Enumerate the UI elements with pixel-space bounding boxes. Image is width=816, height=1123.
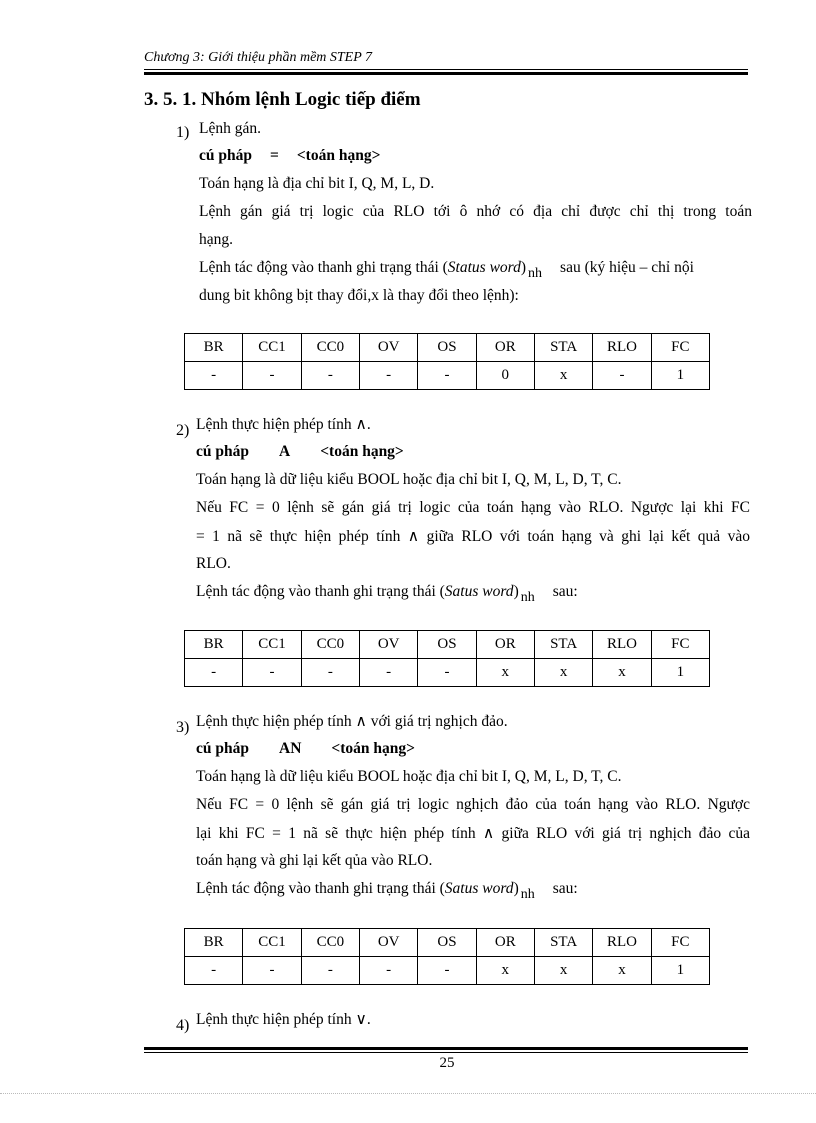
desc-line: Nếu FC = 0 lệnh sẽ gán giá trị logic nghịch đảo của toán hạng vào RLO. Ngược (196, 796, 750, 813)
table-cell: x (476, 659, 534, 687)
status-word-table (184, 630, 710, 687)
col-header: OV (359, 631, 417, 659)
col-header: RLO (593, 631, 651, 659)
table-cell: - (185, 362, 243, 390)
table-cell: - (185, 957, 243, 985)
item-title: Lệnh thực hiện phép tính ∨. (196, 1011, 371, 1028)
col-header: OV (359, 929, 417, 957)
table-cell: - (359, 362, 417, 390)
status-word: Status word (447, 259, 521, 276)
syntax-line (199, 147, 380, 165)
status-tail: sau: (552, 880, 578, 897)
table-cell: x (534, 957, 592, 985)
table-row (185, 362, 710, 390)
col-header: CC0 (301, 631, 359, 659)
desc-line: hạng. (199, 231, 234, 248)
syntax-label: cú pháp (199, 147, 252, 164)
col-header: CC1 (243, 929, 301, 957)
status-sub: nh (520, 887, 535, 902)
col-header: BR (185, 334, 243, 362)
table-cell: x (534, 659, 592, 687)
operand-text: Toán hạng là địa chỉ bit I, Q, M, L, D. (199, 175, 435, 192)
table-cell: x (593, 957, 651, 985)
col-header: STA (534, 631, 592, 659)
status-post: ) (513, 583, 519, 600)
status-line-2: dung bit không bịt thay đổi,x là thay đổi theo lệnh): (199, 287, 519, 304)
col-header: STA (534, 929, 592, 957)
status-word: Satus word (444, 583, 514, 600)
desc-line: Lệnh gán giá trị logic của RLO tới ô nhớ có địa chỉ được chỉ thị trong toán (199, 203, 752, 220)
syntax-operand: <toán hạng> (296, 147, 381, 164)
table-cell: - (301, 957, 359, 985)
col-header: CC1 (243, 334, 301, 362)
desc-line: = 1 nã sẽ thực hiện phép tính ∧ giữa RLO với toán hạng và ghi lại kết quả vào (196, 528, 750, 545)
status-sub: nh (528, 266, 543, 281)
col-header: CC1 (243, 631, 301, 659)
table-cell: - (301, 659, 359, 687)
syntax-op: AN (279, 740, 302, 757)
desc-line: lại khi FC = 1 nã sẽ thực hiện phép tính ∧ giữa RLO với giá trị nghịch đảo của (196, 825, 750, 842)
syntax-line (196, 443, 404, 461)
desc-line: toán hạng và ghi lại kết qủa vào RLO. (196, 852, 433, 869)
section-title: 3. 5. 1. Nhóm lệnh Logic tiếp điểm (144, 89, 421, 110)
col-header: OR (476, 334, 534, 362)
col-header: RLO (593, 929, 651, 957)
header-rule-thin (144, 69, 748, 70)
header-rule-thick (144, 72, 748, 75)
operand-text: Toán hạng là dữ liệu kiểu BOOL hoặc địa chỉ bit I, Q, M, L, D, T, C. (196, 471, 622, 488)
chapter-header: Chương 3: Giới thiệu phần mềm STEP 7 (144, 50, 373, 65)
status-line (199, 259, 694, 281)
status-line (196, 583, 578, 605)
col-header: OS (418, 631, 476, 659)
status-post: ) (520, 259, 527, 276)
table-cell: - (359, 659, 417, 687)
syntax-label: cú pháp (196, 740, 249, 757)
table-cell: - (418, 659, 476, 687)
table-cell: 1 (651, 362, 709, 390)
col-header: OS (418, 929, 476, 957)
desc-line: Nếu FC = 0 lệnh sẽ gán giá trị logic của toán hạng vào RLO. Ngược lại khi FC (196, 499, 750, 516)
col-header: FC (651, 334, 709, 362)
table-cell: 0 (476, 362, 534, 390)
status-sub: nh (520, 590, 535, 605)
status-pre: Lệnh tác động vào thanh ghi trạng thái ( (196, 583, 445, 600)
col-header: STA (534, 334, 592, 362)
status-line (196, 880, 578, 902)
status-tail: sau (ký hiệu – chỉ nội (560, 259, 694, 276)
table-cell: - (359, 957, 417, 985)
table-cell: 1 (651, 957, 709, 985)
col-header: BR (185, 631, 243, 659)
col-header: BR (185, 929, 243, 957)
col-header: FC (651, 929, 709, 957)
item-title: Lệnh thực hiện phép tính ∧. (196, 416, 371, 433)
col-header: RLO (593, 334, 651, 362)
item-title: Lệnh thực hiện phép tính ∧ với giá trị nghịch đảo. (196, 713, 508, 730)
syntax-operand: <toán hạng> (331, 740, 415, 757)
footer-rule-thick (144, 1047, 748, 1050)
col-header: OR (476, 631, 534, 659)
status-pre: Lệnh tác động vào thanh ghi trạng thái ( (196, 880, 445, 897)
syntax-op: A (279, 443, 291, 460)
status-post: ) (513, 880, 519, 897)
table-cell: - (593, 362, 651, 390)
table-cell: x (593, 659, 651, 687)
table-cell: x (476, 957, 534, 985)
desc-line: RLO. (196, 555, 231, 572)
col-header: OS (418, 334, 476, 362)
col-header: CC0 (301, 929, 359, 957)
status-word-table (184, 333, 710, 390)
page-edge-line (0, 1093, 816, 1094)
table-cell: - (301, 362, 359, 390)
syntax-op: = (270, 147, 279, 164)
table-cell: 1 (651, 659, 709, 687)
status-word: Satus word (444, 880, 514, 897)
footer-rule-thin (144, 1052, 748, 1053)
table-cell: - (418, 957, 476, 985)
status-pre: Lệnh tác động vào thanh ghi trạng thái ( (199, 259, 448, 276)
item-number: 2) (176, 422, 190, 439)
operand-text: Toán hạng là dữ liệu kiểu BOOL hoặc địa chỉ bit I, Q, M, L, D, T, C. (196, 768, 622, 785)
table-cell: - (243, 659, 301, 687)
table-row (185, 659, 710, 687)
table-cell: - (418, 362, 476, 390)
table-header-row (185, 929, 710, 957)
item-number: 3) (176, 719, 190, 736)
table-cell: - (243, 362, 301, 390)
syntax-label: cú pháp (196, 443, 249, 460)
col-header: OR (476, 929, 534, 957)
table-row (185, 957, 710, 985)
table-cell: - (243, 957, 301, 985)
page-number: 25 (439, 1055, 455, 1071)
table-header-row (185, 334, 710, 362)
col-header: FC (651, 631, 709, 659)
item-number: 1) (176, 124, 190, 141)
col-header: OV (359, 334, 417, 362)
table-header-row (185, 631, 710, 659)
syntax-line (196, 740, 415, 758)
table-cell: - (185, 659, 243, 687)
item-number: 4) (176, 1017, 190, 1034)
status-word-table (184, 928, 710, 985)
item-title: Lệnh gán. (199, 120, 261, 137)
table-cell: x (534, 362, 592, 390)
col-header: CC0 (301, 334, 359, 362)
status-tail: sau: (552, 583, 578, 600)
syntax-operand: <toán hạng> (320, 443, 404, 460)
